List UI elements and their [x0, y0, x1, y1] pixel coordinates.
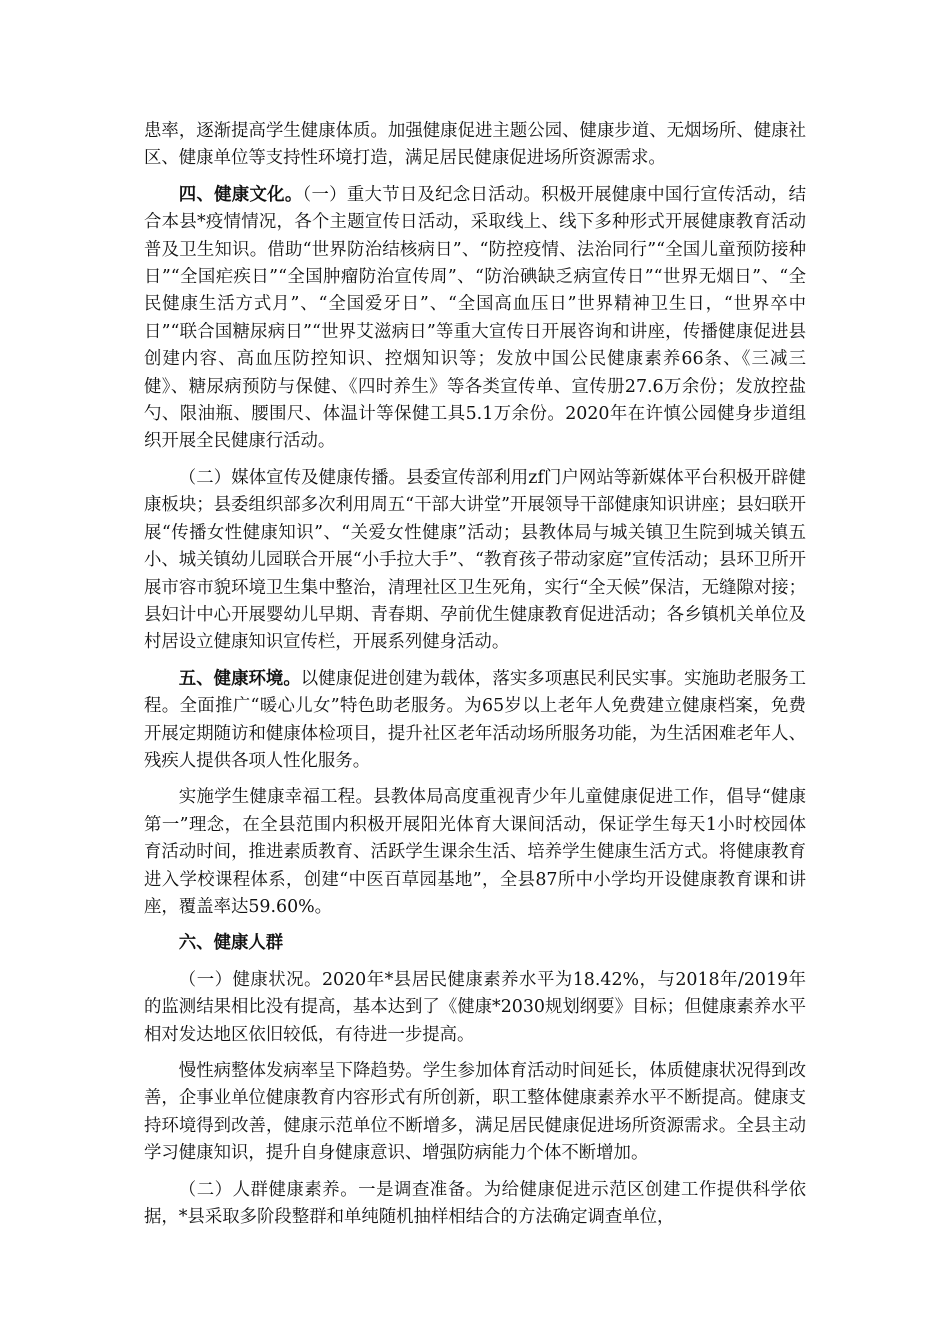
paragraph-continuation — [144, 118, 806, 173]
paragraph-health-literacy — [144, 1177, 806, 1232]
section-heading-text: 六、健康人群 — [178, 933, 284, 954]
paragraph-student-health — [144, 784, 806, 921]
paragraph-health-status — [144, 967, 806, 1049]
paragraph-text: 慢性病整体发病率呈下降趋势。学生参加体育活动时间延长，体质健康状况得到改善，企事业单位健康教育内容形式有所创新，职工整体健康素养水平不断提高。健康支持环境得到改善，健康示范单位不断增多，满足居民健康促进场所资源需求。全县主动学习健康知识，提升自身健康意识、增强防病能力个体不断增加。 — [144, 1061, 806, 1164]
paragraph-health-environment — [144, 666, 806, 776]
paragraph-media-publicity — [144, 465, 806, 657]
paragraph-text: 患率，逐渐提高学生健康体质。加强健康促进主题公园、健康步道、无烟场所、健康社区、健康单位等支持性环境打造，满足居民健康促进场所资源需求。 — [144, 121, 806, 169]
paragraph-text: （二）人群健康素养。一是调查准备。为给健康促进示范区创建工作提供科学依据，*县采取多阶段整群和单纯随机抽样相结合的方法确定调查单位， — [144, 1179, 806, 1228]
paragraph-chronic-disease — [144, 1058, 806, 1168]
paragraph-text: （二）媒体宣传及健康传播。县委宣传部利用zf门户网站等新媒体平台积极开辟健康板块；县委组织部多次利用周五“干部大讲堂”开展领导干部健康知识讲座；县妇联开展“传播女性健康知识”、“关爱女性健康”活动；县教体局与城关镇卫生院到城关镇五小、城关镇幼儿园联合开展“小手拉大手”、“教育孩子带动家庭”宣传活动；县环卫所开展市容市貌环境卫生集中整治，清理社区卫生死角，实行“全天候”保洁，无缝隙对接；县妇计中心开展婴幼儿早期、青春期、孕前优生健康教育促进活动；各乡镇机关单位及村居设立健康知识宣传栏，开展系列健身活动。 — [144, 467, 806, 653]
paragraph-text: 实施学生健康幸福工程。县教体局高度重视青少年儿童健康促进工作，倡导“健康第一”理念，在全县范围内积极开展阳光体育大课间活动，保证学生每天1小时校园体育活动时间，推进素质教育、活跃学生课余生活、培养学生健康生活方式。将健康教育进入学校课程体系，创建“中医百草园基地”，全县87所中小学均开设健康教育课和讲座，覆盖率达59.60%。 — [144, 787, 806, 917]
paragraph-text: 以健康促进创建为载体，落实多项惠民利民实事。实施助老服务工程。全面推广“暖心儿女”特色助老服务。为65岁以上老年人免费建立健康档案，免费开展定期随访和健康体检项目，提升社区老年活动场所服务功能，为生活困难老年人、残疾人提供各项人性化服务。 — [144, 668, 806, 771]
section-heading-health-environment: 五、健康环境。 — [178, 668, 301, 689]
paragraph-text: （一）重大节日及纪念日活动。积极开展健康中国行宣传活动，结合本县*疫情情况，各个主题宣传日活动，采取线上、线下多种形式开展健康教育活动普及卫生知识。借助“世界防治结核病日”、“防控疫情、法治同行”“全国儿童预防接种日”“全国疟疾日”“全国肿瘤防治宣传周”、“防治碘缺乏病宣传日”“世界无烟日”、“全民健康生活方式月”、“全国爱牙日”、“全国高血压日”世界精神卫生日，“世界卒中日”“联合国糖尿病日”“世界艾滋病日”等重大宣传日开展咨询和讲座，传播健康促进县创建内容、高血压防控知识、控烟知识等；发放中国公民健康素养66条、《三减三健》、糖尿病预防与保健、《四时养生》等各类宣传单、宣传册27.6万余份；发放控盐勺、限油瓶、腰围尺、体温计等保健工具5.1万余份。2020年在许慎公园健身步道组织开展全民健康行活动。 — [144, 184, 806, 452]
section-heading-health-culture: 四、健康文化。 — [178, 184, 303, 205]
paragraph-health-culture — [144, 182, 806, 456]
paragraph-text: （一）健康状况。2020年*县居民健康素养水平为18.42%，与2018年/2019年的监测结果相比没有提高，基本达到了《健康*2030规划纲要》目标；但健康素养水平相对发达地区依旧较低，有待进一步提高。 — [144, 969, 806, 1045]
document-body — [144, 118, 806, 1240]
section-heading-health-population — [144, 930, 806, 957]
